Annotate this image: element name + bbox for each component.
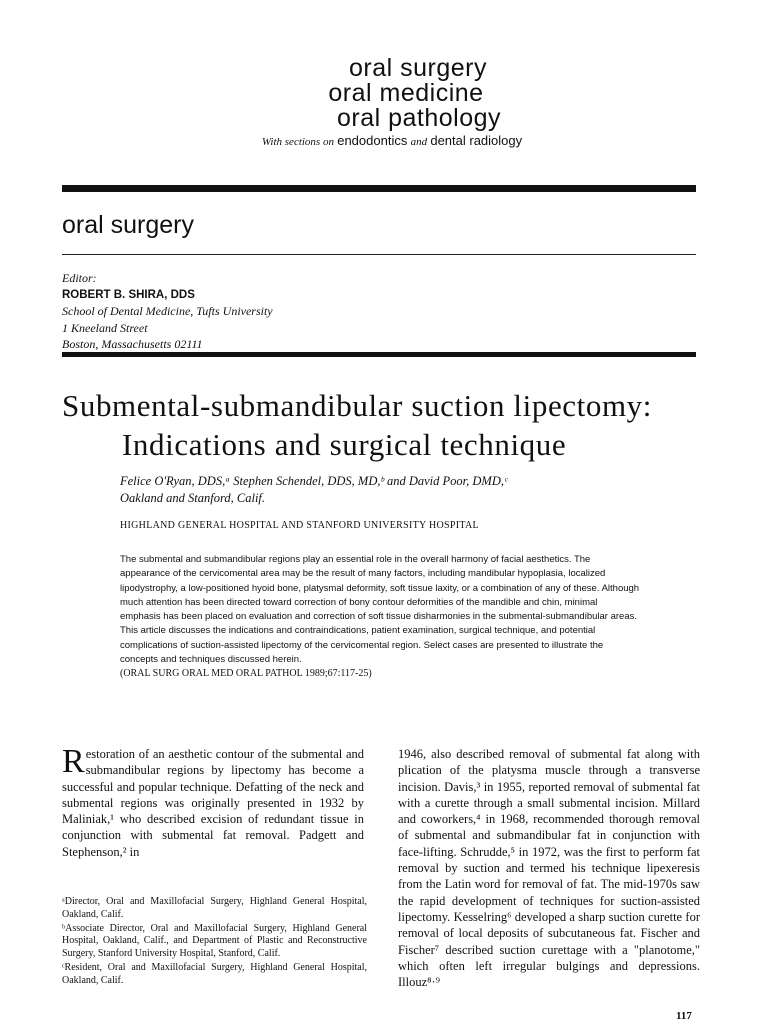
article-title [62,386,742,464]
body-text-right: 1946, also described removal of submental fat along with plication of the platysma muscle through a transverse incision. Davis,³ in 1955, reported removal of submental fat with a curette through a small submental incision. Millard and coworkers,⁴ in 1968, recommended thorough removal of submental and submandibular fat in conjunction with face-lifting. Schrudde,⁵ in 1972, was the first to perform fat removal by suction and termed his technique lipexeresis from the Latin word for removal of fat. The mid-1970s saw the rapid development of techniques for suction-assisted lipectomy. Kesselring⁶ developed a sharp suction curette for removal of local deposits of subcutaneous fat. Fischer and Fischer⁷ described suction curettage with a "planotome," which often left irregular bulgings and depressions. Illouz⁸·⁹ [398,747,700,990]
editor-name: ROBERT B. SHIRA, DDS [62,288,195,301]
editor-address-line: 1 Kneeland Street [62,320,148,335]
editor-address-line: School of Dental Medicine, Tufts University [62,304,273,318]
masthead-divider-thick [62,185,696,192]
section-divider-thin [62,254,696,255]
abstract-citation: (ORAL SURG ORAL MED ORAL PATHOL 1989;67:117-25) [120,668,372,680]
abstract-text: The submental and submandibular regions play an essential role in the overall harmony of facial aesthetics. The appearance of the cervicomental area may be the result of many factors, including mandibular hypoplasia, localized lipodystrophy, a low-positioned hyoid bone, platysmal deformity, soft tissue laxity, or a combination of any of these. Although much attention has been directed toward correction of bony contour deformities of the mandible and chin, minimal emphasis has been placed on evaluation and correction of soft tissue disharmonies in the submental-submandibular areas. This article discusses the indications and contraindications, patient examination, surgical technique, and potential complications of suction-assisted lipectomy of the cervicomental region. Select cases are presented to illustrate the concepts and techniques discussed herein. [120,554,640,666]
article-affiliation: HIGHLAND GENERAL HOSPITAL AND STANFORD UNIVERSITY HOSPITAL [120,520,479,531]
editor-address-line: Boston, Massachusetts 02111 [62,337,203,351]
article-abstract [120,553,640,682]
drop-cap: R [62,743,85,780]
masthead-sub-endodontics: endodontics [337,133,408,148]
footnote: ᶜResident, Oral and Maxillofacial Surgery, Highland General Hospital, Oakland, Calif. [62,961,367,986]
footnotes [62,896,367,989]
footnote: ᵃDirector, Oral and Maxillofacial Surgery, Highland General Hospital, Oakland, Calif. [62,896,367,920]
masthead-line-oral-pathology: oral pathology [336,104,502,132]
editor-divider-thick [62,352,696,357]
article-title-line-2: Indications and surgical technique [122,427,567,462]
body-column-left [62,743,364,860]
editor-block [62,270,273,353]
masthead-subtitle [16,133,768,149]
authors-location: Oakland and Stanford, Calif. [120,491,266,505]
article-authors [120,473,720,507]
page-number: 117 [676,1010,692,1022]
masthead-line-oral-surgery: oral surgery [349,54,487,82]
masthead-line-oral-medicine: oral medicine [328,79,484,107]
section-title: oral surgery [62,211,194,239]
editor-label: Editor: [62,271,97,285]
masthead-sub-and: and [410,136,428,148]
article-title-line-1: Submental-submandibular suction lipectomy: [62,388,652,423]
authors-names: Felice O'Ryan, DDS,ᵃ Stephen Schendel, DDS, MD,ᵇ and David Poor, DMD,ᶜ [120,474,508,488]
journal-masthead [0,56,768,149]
masthead-sub-radiology: dental radiology [430,133,523,148]
masthead-sub-prefix: With sections on [261,136,334,148]
footnote: ᵇAssociate Director, Oral and Maxillofacial Surgery, Highland General Hospital, Oakland, Calif., and Department of Plastic and Reconstructive Surgery, Stanford University Hospital, Stanford, Calif. [62,922,367,960]
body-column-right [398,746,700,990]
body-text-left: estoration of an aesthetic contour of the submental and submandibular regions by lipectomy has become a successful and popular technique. Defatting of the neck and submental regions was originally presented in 1932 by Maliniak,¹ who described excision of redundant tissue in conjunction with submental fat removal. Padgett and Stephenson,² in [62,747,364,859]
